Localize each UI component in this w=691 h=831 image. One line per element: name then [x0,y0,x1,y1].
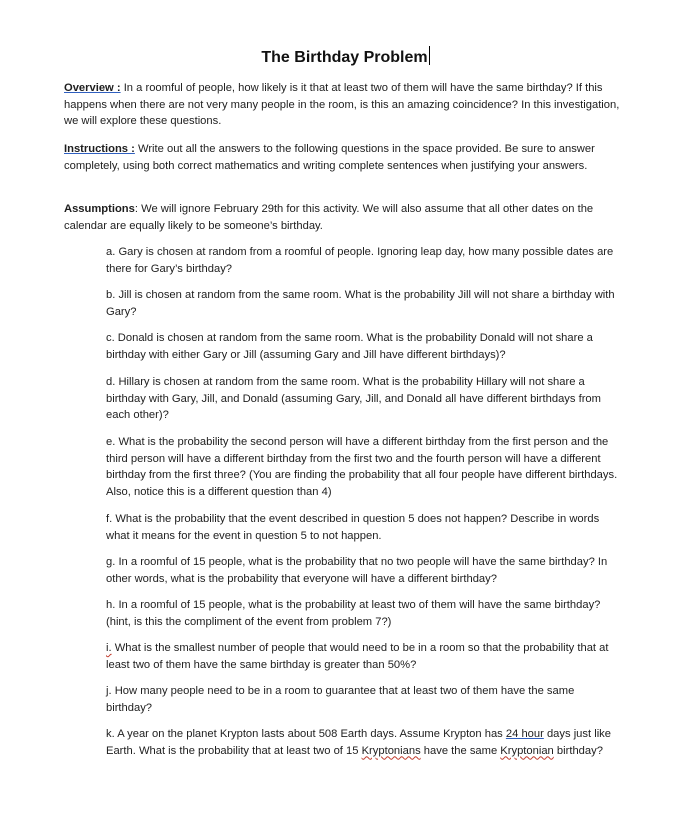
assumptions-label: Assumptions [64,203,135,215]
assumptions-text: : We will ignore February 29th for this activity. We will also assume that all other dates on the calendar are equally likely to be someone’s birthday. [64,203,594,232]
instructions-text: Write out all the answers to the following questions in the space provided. Be sure to answer completely, using both correct mathematics and writing complete sentences when justifying your answers. [64,143,595,172]
question-i [106,640,621,673]
question-k-part3: have the same [420,744,501,757]
assumptions-paragraph [64,201,624,234]
question-k-kryptonians: Kryptonians [361,744,421,757]
question-k-part1: k. A year on the planet Krypton lasts about 508 Earth days. Assume Krypton has [106,728,506,740]
instructions-label: Instructions : [64,143,135,155]
overview-text: In a roomful of people, how likely is it that at least two of them will have the same birthday? If this happens when there are not very many people in the room, is this an amazing coincidence? In this investigation, we will explore these questions. [64,82,620,128]
question-f: f. What is the probability that the event described in question 5 does not happen? Describe in words what it means for the event in question 5 to not happen. [106,513,600,542]
question-i-text: What is the smallest number of people that would need to be in a room so that the probability that at least two of them have the same birthday is greater than 50%? [106,642,609,671]
question-j: j. How many people need to be in a room to guarantee that at least two of them have the same birthday? [106,685,575,714]
overview-paragraph [64,80,624,130]
overview-label: Overview : [64,82,121,94]
question-g: g. In a roomful of 15 people, what is the probability that no two people will have the same birthday? In other words, what is the probability that everyone will have a different birthday? [106,556,608,585]
question-c: c. Donald is chosen at random from the same room. What is the probability Donald will not share a birthday with either Gary or Jill (assuming Gary and Jill have different birthdays)? [106,332,593,361]
question-e: e. What is the probability the second person will have a different birthday from the first person and the third person will have a different birthday from the first two and the fourth person will have a different birthday from the first three? (You are finding the probability that all four people have different birthdays. Also, notice this is a different question than 4) [106,436,618,498]
question-k-24hour: 24 hour [505,728,544,740]
question-a: a. Gary is chosen at random from a roomful of people. Ignoring leap day, how many possible dates are there for Gary’s birthday? [106,246,614,275]
text-cursor [429,46,430,65]
question-h: h. In a roomful of 15 people, what is the probability at least two of them will have the same birthday? (hint, is this the compliment of the event from problem 7?) [106,599,601,628]
page-title [0,46,691,68]
question-k-kryptonian: Kryptonian [500,744,554,757]
question-k [106,726,621,759]
title-text: The Birthday Problem [261,49,428,66]
question-i-letter: i. [106,642,112,654]
question-k-part4: birthday? [553,744,603,757]
question-k-part2: days just like Earth. What is the probability that at least two of 15 [106,728,611,757]
instructions-paragraph [64,141,624,174]
question-b: b. Jill is chosen at random from the same room. What is the probability Jill will not share a birthday with Gary? [106,289,615,318]
question-d: d. Hillary is chosen at random from the same room. What is the probability Hillary will not share a birthday with Gary, Jill, and Donald (assuming Gary, Jill, and Donald all have different birthdays from each other)? [106,376,601,422]
